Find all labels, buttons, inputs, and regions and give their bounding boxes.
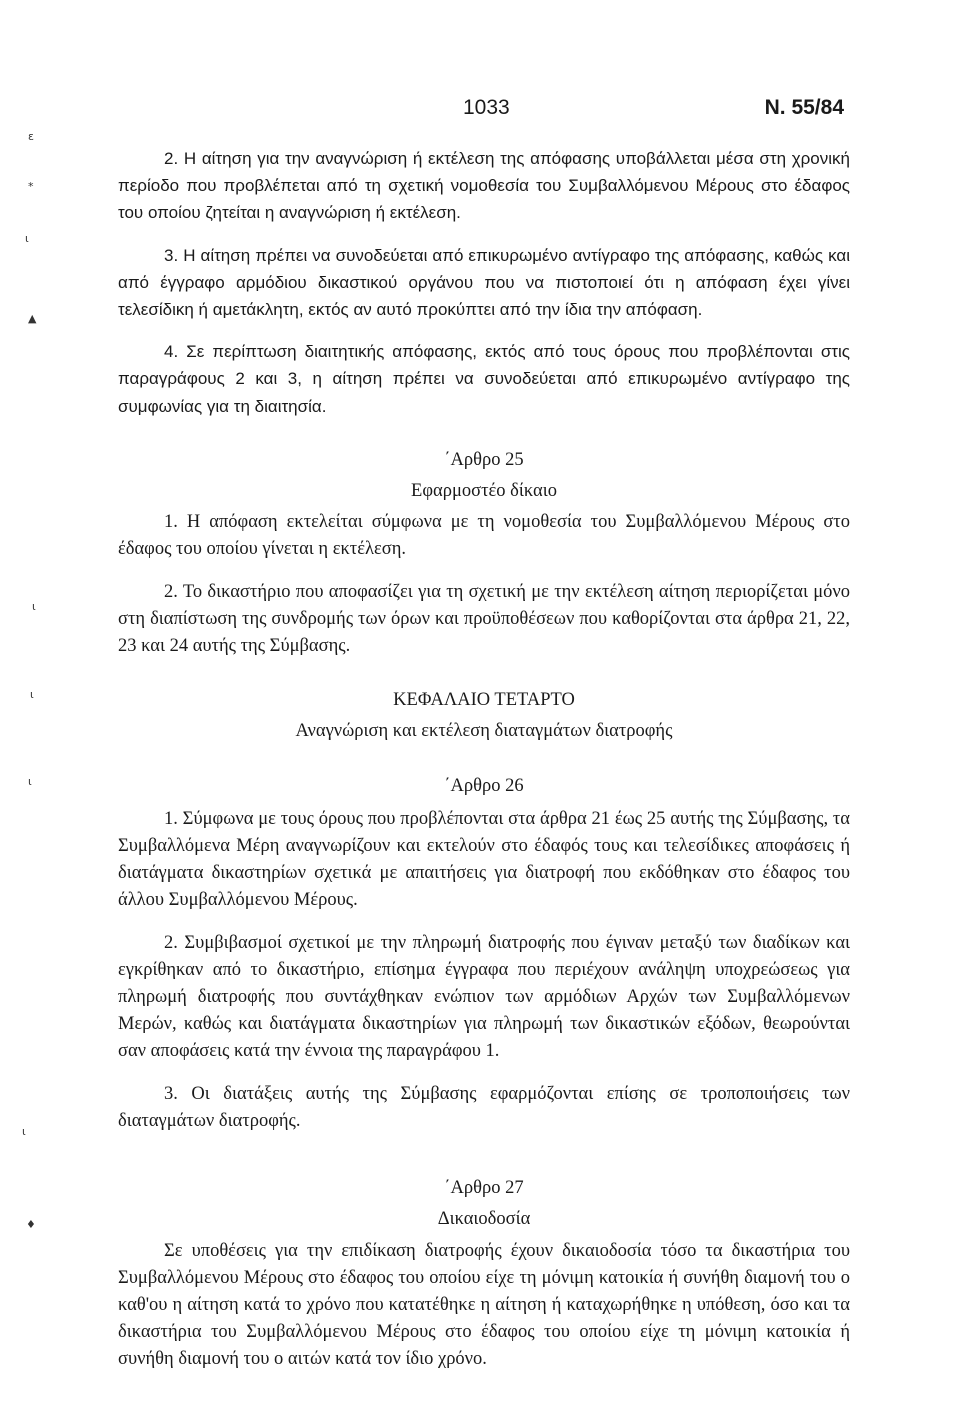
document-page: 1033 Ν. 55/84 2. Η αίτηση για την αναγνώριση ή εκτέλεση της απόφασης υποβάλλεται μέσα στη χρονική περίοδο που προβλέπεται από τη σχετική νομοθεσία του Συμβαλλόμενου Μέρους στο έδαφος του οποίου ζητείται η αναγνώριση ή εκτέλεση. 3. Η αίτηση πρέπει να συνοδεύεται από επικυρωμένο αντίγραφο της απόφασης, καθώς και από έγγραφο αρμόδιου δικαστικού οργάνου που να πιστοποιεί ότι η απόφαση έχει γίνει τελεσίδικη ή αμετάκλητη, εκτός αν αυτό προκύπτει από την ίδια την απόφαση. 4. Σε περίπτωση διαιτητικής απόφασης, εκτός από τους όρους που προβλέπονται στις παραγράφους 2 και 3, η αίτηση πρέπει να συνοδεύεται από επικυρωμένο αντίγραφο της συμφωνίας για τη διαιτησία. ΄Αρθρο 25 Εφαρμοστέο δίκαιο 1. Η απόφαση εκτελείται σύμφωνα με τη νομοθεσία του Συμβαλλόμενου Μέρους στο έδαφος του οποίου γίνεται η εκτέλεση. 2. Το δικαστήριο που αποφασίζει για τη σχετική με την εκτέλεση αίτηση περιορίζεται μόνο στη διαπίστωση της συνδρομής των όρων και προϋποθέσεων που καθορίζονται στα άρθρα 21, 22, 23 και 24 αυτής της Σύμβασης. ΚΕΦΑΛΑΙΟ ΤΕΤΑΡΤΟ Αναγνώριση και εκτέλεση διαταγμάτων διατροφής ΄Αρθρο 26 1. Σύμφωνα με τους όρους που προβλέπονται στα άρθρα 21 έως 25 αυτής της Σύμβασης, τα Συμβαλλόμενα Μέρη αναγνωρίζουν και εκτελούν στο έδαφός τους και τελεσίδικες αποφάσεις ή διατάγματα δικαστηρίων σχετικά με απαιτήσεις για διατροφή που εκδόθηκαν στο έδαφος του άλλου Συμβαλλόμενου Μέρους. 2. Συμβιβασμοί σχετικοί με την πληρωμή διατροφής που έγιναν μεταξύ των διαδίκων και εγκρίθηκαν από το δικαστήριο, επίσημα έγγραφα που περιέχουν ανάληψη υποχρεώσεως για πληρωμή διατροφής που συντάχθηκαν ενώπιον των αρμόδιων Αρχών των Συμβαλλόμενων Μερών, καθώς και διατάγματα δικαστηρίων για πληρωμή των δικαστικών εξόδων, θεωρούνται σαν αποφάσεις κατά την έννοια της παραγράφου 1. 3. Οι διατάξεις αυτής της Σύμβασης εφαρμόζονται επίσης σε τροποποιήσεις των διαταγμάτων διατροφής. ΄Αρθρο 27 Δικαιοδοσία Σε υποθέσεις για την επιδίκαση διατροφής έχουν δικαιοδοσία τόσο τα δικαστήρια του Συμβαλλόμενου Μέρους στο έδαφος του οποίου είχε τη μόνιμη κατοικία ή συνήθη διαμονή του ο καθ'ου η αίτηση κατά το χρόνο που κατατέθηκε η αίτηση ή καταχωρήθηκε η υπόθεση, όσο και τα δικαστήρια του Συμβαλλόμενου Μέρους στο έδαφος του οποίου είχε τη μόνιμη κατοικία ή συνήθη διαμονή του ο αιτών κατά τον ίδιο χρόνο. ε * ι ▲ ι ι ι ι ♦ bbox=[0, 0, 960, 1409]
paragraph-2: 2. Η αίτηση για την αναγνώριση ή εκτέλεση της απόφασης υποβάλλεται μέσα στη χρονική περίοδο που προβλέπεται από τη σχετική νομοθεσία του Συμβαλλόμενου Μέρους στο έδαφος του οποίου ζητείται η αναγνώριση ή εκτέλεση. bbox=[118, 149, 850, 223]
article-26-paragraph-1: 1. Σύμφωνα με τους όρους που προβλέπονται στα άρθρα 21 έως 25 αυτής της Σύμβασης, τα Συμβαλλόμενα Μέρη αναγνωρίζουν και εκτελούν στο έδαφός τους και τελεσίδικες αποφάσεις ή διατάγματα δικαστηρίων σχετικά με απαιτήσεις για διατροφή που εκδόθηκαν στο έδαφος του άλλου Συμβαλλόμενου Μέρους. bbox=[118, 808, 850, 911]
article-27-heading: ΄Αρθρο 27 bbox=[444, 1178, 524, 1199]
article-26-heading: ΄Αρθρο 26 bbox=[444, 775, 524, 796]
article-26-paragraph-3: 3. Οι διατάξεις αυτής της Σύμβασης εφαρμόζονται επίσης σε τροποποιήσεις των διαταγμάτων διατροφής. bbox=[118, 1083, 850, 1131]
page-header bbox=[0, 96, 960, 126]
paragraph-4: 4. Σε περίπτωση διαιτητικής απόφασης, εκτός από τους όρους που προβλέπονται στις παραγράφους 2 και 3, η αίτηση πρέπει να συνοδεύεται από επικυρωμένο αντίγραφο της συμφωνίας για τη διαιτησία. bbox=[118, 342, 850, 416]
law-reference: Ν. 55/84 bbox=[764, 96, 844, 119]
article-25-paragraph-1: 1. Η απόφαση εκτελείται σύμφωνα με τη νομοθεσία του Συμβαλλόμενου Μέρους στο έδαφος του οποίου γίνεται η εκτέλεση. bbox=[118, 512, 850, 560]
chapter-subtitle: Αναγνώριση και εκτέλεση διαταγμάτων διατροφής bbox=[295, 721, 673, 742]
article-27-paragraph-1: Σε υποθέσεις για την επιδίκαση διατροφής έχουν δικαιοδοσία τόσο τα δικαστήρια του Συμβαλλόμενου Μέρους στο έδαφος του οποίου είχε τη μόνιμη κατοικία ή συνήθη διαμονή του ο καθ'ου η αίτηση κατά το χρόνο που κατατέθηκε η αίτηση ή καταχωρήθηκε η υπόθεση, όσο και τα δικαστήρια του Συμβαλλόμενου Μέρους στο έδαφος του οποίου είχε τη μόνιμη κατοικία ή συνήθη διαμονή του ο αιτών κατά τον ίδιο χρόνο. bbox=[118, 1240, 850, 1370]
article-26-paragraph-2: 2. Συμβιβασμοί σχετικοί με την πληρωμή διατροφής που έγιναν μεταξύ των διαδίκων και εγκρίθηκαν από το δικαστήριο, επίσημα έγγραφα που περιέχουν ανάληψη υποχρεώσεως για πληρωμή διατροφής που συντάχθηκαν ενώπιον των αρμόδιων Αρχών των Συμβαλλόμενων Μερών, καθώς και διατάγματα δικαστηρίων για πληρωμή των δικαστικών εξόδων, θεωρούνται σαν αποφάσεις κατά την έννοια της παραγράφου 1. bbox=[118, 932, 850, 1062]
paragraph-3: 3. Η αίτηση πρέπει να συνοδεύεται από επικυρωμένο αντίγραφο της απόφασης, καθώς και από έγγραφο αρμόδιου δικαστικού οργάνου που να πιστοποιεί ότι η απόφαση έχει γίνει τελεσίδικη ή αμετάκλητη, εκτός αν αυτό προκύπτει από την ίδια την απόφαση. bbox=[118, 245, 850, 320]
document-body bbox=[118, 145, 850, 1374]
article-25-heading: ΄Αρθρο 25 bbox=[444, 449, 524, 470]
article-25-paragraph-2: 2. Το δικαστήριο που αποφασίζει για τη σχετική με την εκτέλεση αίτηση περιορίζεται μόνο στη διαπίστωση της συνδρομής των όρων και προϋποθέσεων που καθορίζονται στα άρθρα 21, 22, 23 και 24 αυτής της Σύμβασης. bbox=[118, 581, 850, 657]
page-number: 1033 bbox=[463, 96, 510, 119]
article-25-subheading: Εφαρμοστέο δίκαιο bbox=[411, 481, 557, 502]
article-27-subheading: Δικαιοδοσία bbox=[437, 1209, 531, 1230]
chapter-title: ΚΕΦΑΛΑΙΟ ΤΕΤΑΡΤΟ bbox=[393, 690, 575, 711]
